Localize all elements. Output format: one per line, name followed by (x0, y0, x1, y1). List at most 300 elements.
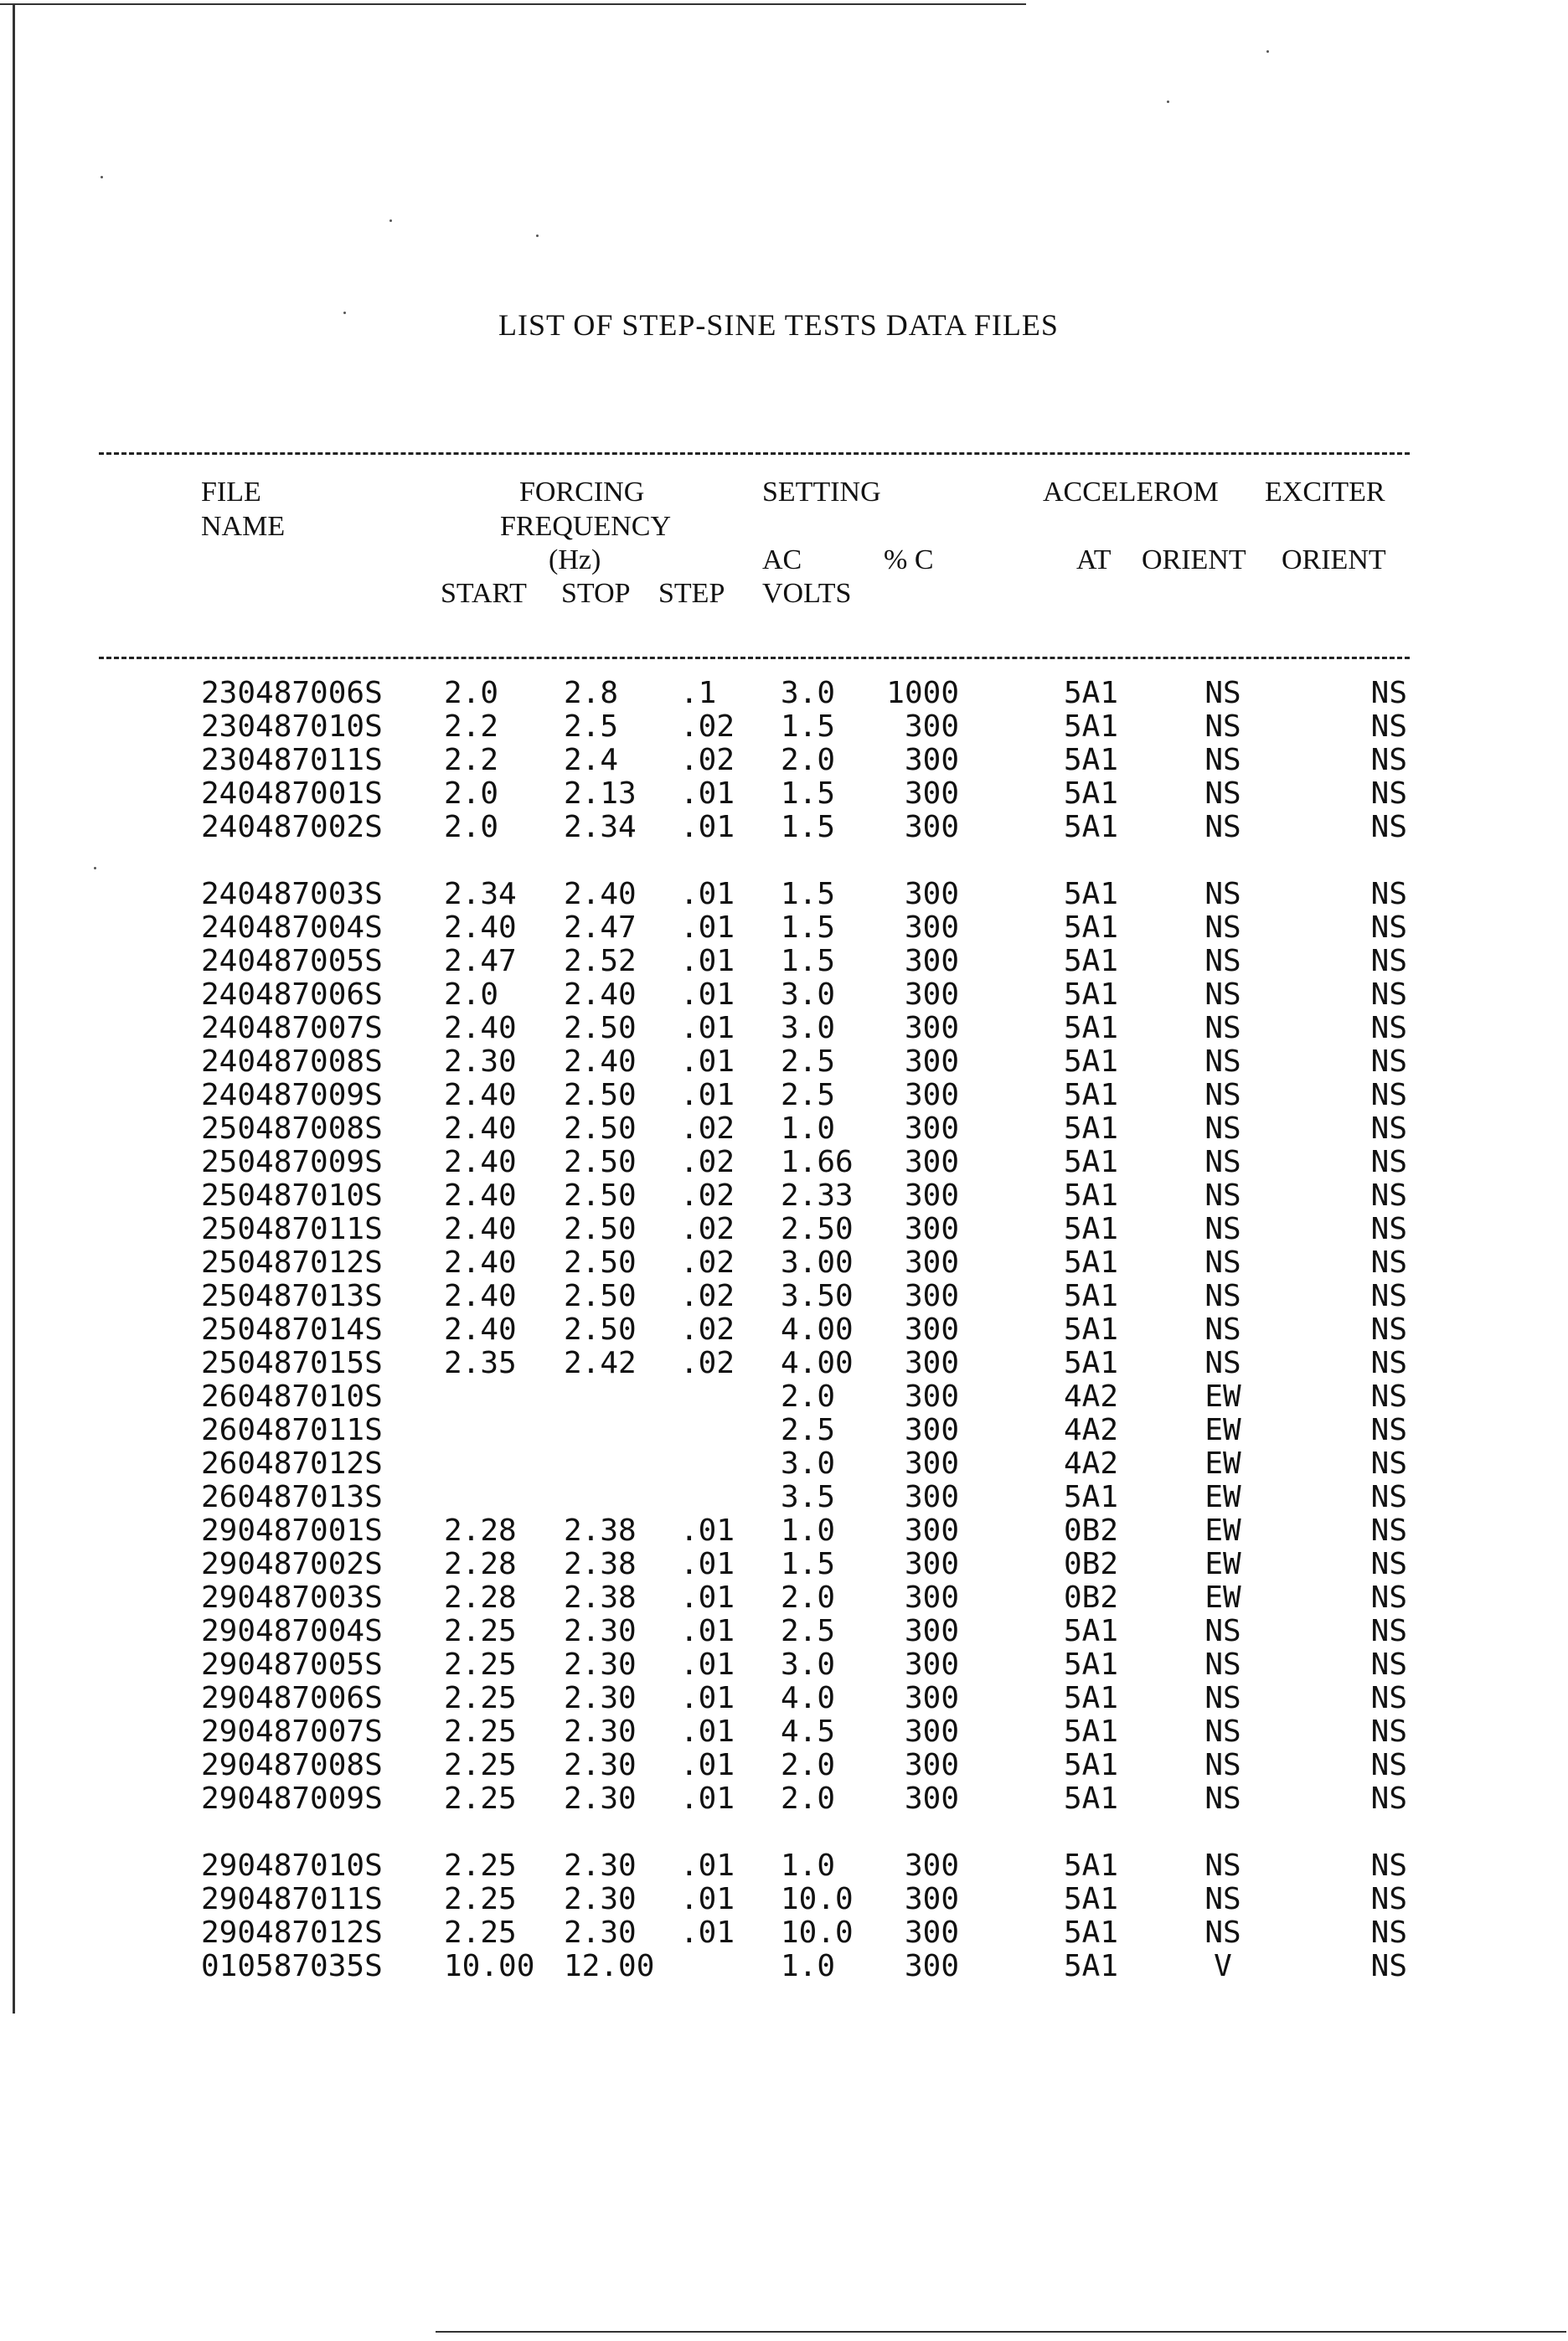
cell-exciter: NS (1370, 776, 1407, 811)
cell-step: .01 (680, 776, 735, 811)
cell-step: .01 (680, 1916, 735, 1950)
cell-at: 5A1 (1064, 776, 1119, 811)
cell-at: 5A1 (1064, 1044, 1119, 1079)
page-edge-top (0, 3, 1026, 5)
table-row (0, 1447, 1568, 1481)
cell-start: 2.35 (444, 1346, 517, 1380)
cell-at: 4A2 (1064, 1413, 1119, 1447)
cell-pct: 300 (904, 1111, 959, 1146)
cell-step: .02 (680, 1346, 735, 1380)
cell-ac: 3.50 (781, 1279, 854, 1313)
cell-file: 290487001S (201, 1513, 383, 1548)
cell-exciter: NS (1370, 1714, 1407, 1749)
cell-file: 290487002S (201, 1547, 383, 1581)
cell-pct: 300 (904, 1681, 959, 1715)
cell-orient: NS (1204, 877, 1241, 911)
scan-speck (343, 312, 346, 314)
table-row (0, 677, 1568, 710)
cell-at: 5A1 (1064, 1748, 1119, 1782)
cell-pct: 300 (904, 1245, 959, 1280)
cell-at: 5A1 (1064, 877, 1119, 911)
cell-step: .01 (680, 1513, 735, 1548)
cell-step: .01 (680, 1614, 735, 1648)
cell-ac: 2.0 (781, 1782, 836, 1816)
cell-stop: 2.8 (564, 676, 619, 710)
table-row (0, 1916, 1568, 1950)
cell-orient: EW (1204, 1446, 1241, 1481)
cell-orient: EW (1204, 1379, 1241, 1414)
table-row (0, 1648, 1568, 1682)
table-row (0, 777, 1568, 811)
cell-orient: V (1214, 1949, 1232, 1983)
cell-start: 2.25 (444, 1882, 517, 1916)
cell-step: .02 (680, 1178, 735, 1213)
cell-stop: 2.30 (564, 1647, 637, 1682)
cell-at: 5A1 (1064, 1111, 1119, 1146)
cell-stop: 2.50 (564, 1312, 637, 1347)
cell-orient: NS (1204, 1882, 1241, 1916)
cell-file: 290487011S (201, 1882, 383, 1916)
cell-pct: 300 (904, 944, 959, 978)
cell-pct: 300 (904, 1379, 959, 1414)
cell-file: 240487007S (201, 1011, 383, 1045)
cell-ac: 2.0 (781, 743, 836, 777)
header-orient: ORIENT (1142, 544, 1246, 575)
scan-speck (1167, 101, 1169, 103)
cell-stop: 12.00 (564, 1949, 655, 1983)
table-row (0, 1313, 1568, 1347)
cell-exciter: NS (1370, 1748, 1407, 1782)
cell-step: .01 (680, 1580, 735, 1615)
cell-exciter: NS (1370, 1245, 1407, 1280)
cell-orient: EW (1204, 1513, 1241, 1548)
cell-step: .1 (680, 676, 717, 710)
cell-at: 5A1 (1064, 1279, 1119, 1313)
cell-stop: 2.34 (564, 810, 637, 844)
cell-orient: NS (1204, 676, 1241, 710)
cell-pct: 300 (904, 743, 959, 777)
cell-orient: NS (1204, 1011, 1241, 1045)
scan-speck (101, 176, 103, 178)
cell-file: 290487009S (201, 1782, 383, 1816)
cell-ac: 3.5 (781, 1480, 836, 1514)
cell-step: .01 (680, 1882, 735, 1916)
cell-step: .01 (680, 1681, 735, 1715)
cell-file: 260487012S (201, 1446, 383, 1481)
cell-step: .02 (680, 709, 735, 744)
cell-file: 240487005S (201, 944, 383, 978)
cell-exciter: NS (1370, 944, 1407, 978)
header-hz: (Hz) (549, 544, 601, 575)
cell-stop: 2.4 (564, 743, 619, 777)
cell-orient: NS (1204, 910, 1241, 945)
header-top-rule (99, 452, 1410, 455)
cell-step: .01 (680, 1849, 735, 1883)
cell-ac: 10.0 (781, 1882, 854, 1916)
cell-at: 5A1 (1064, 910, 1119, 945)
cell-step: .01 (680, 944, 735, 978)
cell-exciter: NS (1370, 1949, 1407, 1983)
cell-stop: 2.52 (564, 944, 637, 978)
table-row (0, 1213, 1568, 1246)
cell-at: 5A1 (1064, 810, 1119, 844)
cell-ac: 2.33 (781, 1178, 854, 1213)
cell-exciter: NS (1370, 1044, 1407, 1079)
cell-pct: 300 (904, 1078, 959, 1112)
cell-orient: NS (1204, 1078, 1241, 1112)
cell-ac: 1.5 (781, 910, 836, 945)
cell-file: 250487012S (201, 1245, 383, 1280)
cell-ac: 4.5 (781, 1714, 836, 1749)
table-row (0, 1950, 1568, 1983)
cell-stop: 2.50 (564, 1111, 637, 1146)
cell-start: 2.25 (444, 1681, 517, 1715)
table-row (0, 1514, 1568, 1548)
cell-pct: 300 (904, 1513, 959, 1548)
cell-pct: 300 (904, 1849, 959, 1883)
page-edge-bottom (436, 2331, 1566, 2333)
cell-at: 5A1 (1064, 1614, 1119, 1648)
cell-start: 2.34 (444, 877, 517, 911)
cell-exciter: NS (1370, 709, 1407, 744)
table-row (0, 710, 1568, 744)
cell-pct: 300 (904, 776, 959, 811)
cell-exciter: NS (1370, 1782, 1407, 1816)
cell-exciter: NS (1370, 977, 1407, 1012)
cell-stop: 2.50 (564, 1212, 637, 1246)
cell-orient: NS (1204, 743, 1241, 777)
cell-stop: 2.30 (564, 1681, 637, 1715)
cell-start: 2.28 (444, 1547, 517, 1581)
cell-start: 2.0 (444, 676, 499, 710)
cell-file: 290487005S (201, 1647, 383, 1682)
cell-ac: 2.0 (781, 1580, 836, 1615)
cell-step: .01 (680, 977, 735, 1012)
cell-stop: 2.42 (564, 1346, 637, 1380)
scan-speck (389, 219, 392, 222)
header-bottom-rule (99, 657, 1410, 659)
cell-ac: 10.0 (781, 1916, 854, 1950)
cell-start: 2.47 (444, 944, 517, 978)
cell-orient: NS (1204, 1714, 1241, 1749)
cell-start: 2.25 (444, 1782, 517, 1816)
cell-stop: 2.38 (564, 1547, 637, 1581)
cell-ac: 1.5 (781, 1547, 836, 1581)
cell-ac: 2.50 (781, 1212, 854, 1246)
cell-at: 4A2 (1064, 1379, 1119, 1414)
cell-exciter: NS (1370, 1379, 1407, 1414)
table-row (0, 1548, 1568, 1581)
table-row (0, 1280, 1568, 1313)
cell-start: 2.2 (444, 709, 499, 744)
cell-ac: 2.5 (781, 1614, 836, 1648)
cell-exciter: NS (1370, 1547, 1407, 1581)
cell-at: 5A1 (1064, 1949, 1119, 1983)
header-forcing: FORCING (519, 477, 645, 508)
cell-exciter: NS (1370, 1446, 1407, 1481)
cell-start: 2.0 (444, 776, 499, 811)
cell-orient: NS (1204, 1279, 1241, 1313)
cell-ac: 4.00 (781, 1346, 854, 1380)
cell-file: 230487006S (201, 676, 383, 710)
table-row (0, 1414, 1568, 1447)
cell-step: .01 (680, 1782, 735, 1816)
cell-start: 2.40 (444, 1011, 517, 1045)
cell-stop: 2.30 (564, 1882, 637, 1916)
cell-file: 290487010S (201, 1849, 383, 1883)
cell-at: 0B2 (1064, 1580, 1119, 1615)
cell-at: 5A1 (1064, 1078, 1119, 1112)
cell-pct: 300 (904, 1145, 959, 1179)
cell-exciter: NS (1370, 1178, 1407, 1213)
cell-stop: 2.38 (564, 1580, 637, 1615)
cell-step: .02 (680, 743, 735, 777)
cell-file: 290487008S (201, 1748, 383, 1782)
header-pct-c: % C (884, 544, 934, 575)
cell-pct: 300 (904, 1279, 959, 1313)
header-ac: AC (762, 544, 802, 575)
cell-orient: EW (1204, 1413, 1241, 1447)
header-exciter: EXCITER (1265, 477, 1385, 508)
cell-start: 10.00 (444, 1949, 535, 1983)
cell-file: 230487011S (201, 743, 383, 777)
cell-stop: 2.50 (564, 1145, 637, 1179)
cell-start: 2.40 (444, 1111, 517, 1146)
cell-ac: 3.0 (781, 1446, 836, 1481)
cell-orient: NS (1204, 1346, 1241, 1380)
cell-stop: 2.40 (564, 877, 637, 911)
cell-exciter: NS (1370, 1413, 1407, 1447)
cell-ac: 1.5 (781, 810, 836, 844)
cell-at: 5A1 (1064, 1145, 1119, 1179)
cell-orient: NS (1204, 1849, 1241, 1883)
cell-exciter: NS (1370, 1916, 1407, 1950)
table-row (0, 1079, 1568, 1112)
cell-at: 5A1 (1064, 1849, 1119, 1883)
cell-file: 240487006S (201, 977, 383, 1012)
cell-pct: 300 (904, 1044, 959, 1079)
cell-at: 0B2 (1064, 1547, 1119, 1581)
cell-stop: 2.13 (564, 776, 637, 811)
cell-ac: 1.5 (781, 776, 836, 811)
cell-step: .01 (680, 1647, 735, 1682)
cell-exciter: NS (1370, 1681, 1407, 1715)
cell-file: 250487013S (201, 1279, 383, 1313)
cell-file: 240487008S (201, 1044, 383, 1079)
cell-exciter: NS (1370, 1647, 1407, 1682)
cell-stop: 2.30 (564, 1782, 637, 1816)
cell-start: 2.0 (444, 977, 499, 1012)
cell-exciter: NS (1370, 1513, 1407, 1548)
header-file: FILE (201, 477, 261, 508)
scan-speck (536, 235, 539, 237)
table-row (0, 1849, 1568, 1883)
cell-at: 5A1 (1064, 1178, 1119, 1213)
cell-file: 250487008S (201, 1111, 383, 1146)
cell-stop: 2.47 (564, 910, 637, 945)
cell-file: 240487001S (201, 776, 383, 811)
cell-ac: 1.66 (781, 1145, 854, 1179)
cell-orient: NS (1204, 1145, 1241, 1179)
cell-stop: 2.50 (564, 1178, 637, 1213)
table-row (0, 1581, 1568, 1615)
cell-orient: NS (1204, 776, 1241, 811)
cell-start: 2.40 (444, 1245, 517, 1280)
table-row (0, 978, 1568, 1012)
cell-at: 0B2 (1064, 1513, 1119, 1548)
cell-pct: 300 (904, 1882, 959, 1916)
cell-orient: EW (1204, 1547, 1241, 1581)
cell-step: .02 (680, 1279, 735, 1313)
table-row (0, 1883, 1568, 1916)
cell-orient: NS (1204, 1044, 1241, 1079)
cell-step: .01 (680, 1547, 735, 1581)
cell-pct: 300 (904, 1413, 959, 1447)
cell-exciter: NS (1370, 1145, 1407, 1179)
cell-step: .01 (680, 877, 735, 911)
cell-at: 5A1 (1064, 1714, 1119, 1749)
cell-at: 4A2 (1064, 1446, 1119, 1481)
cell-exciter: NS (1370, 676, 1407, 710)
cell-start: 2.40 (444, 910, 517, 945)
table-row (0, 1682, 1568, 1715)
cell-stop: 2.5 (564, 709, 619, 744)
cell-step: .02 (680, 1145, 735, 1179)
cell-ac: 4.00 (781, 1312, 854, 1347)
cell-start: 2.28 (444, 1580, 517, 1615)
cell-at: 5A1 (1064, 1346, 1119, 1380)
cell-file: 290487012S (201, 1916, 383, 1950)
cell-file: 240487009S (201, 1078, 383, 1112)
cell-exciter: NS (1370, 877, 1407, 911)
cell-exciter: NS (1370, 1580, 1407, 1615)
cell-pct: 300 (904, 1346, 959, 1380)
cell-ac: 3.00 (781, 1245, 854, 1280)
cell-stop: 2.30 (564, 1714, 637, 1749)
cell-pct: 300 (904, 1580, 959, 1615)
cell-stop: 2.50 (564, 1011, 637, 1045)
table-row (0, 1146, 1568, 1179)
cell-pct: 300 (904, 1547, 959, 1581)
cell-stop: 2.30 (564, 1614, 637, 1648)
cell-ac: 1.5 (781, 877, 836, 911)
cell-at: 5A1 (1064, 977, 1119, 1012)
table-row (0, 945, 1568, 978)
cell-ac: 1.5 (781, 709, 836, 744)
cell-start: 2.40 (444, 1178, 517, 1213)
cell-step: .01 (680, 810, 735, 844)
cell-exciter: NS (1370, 1614, 1407, 1648)
cell-ac: 1.0 (781, 1111, 836, 1146)
header-name: NAME (201, 511, 286, 542)
cell-orient: NS (1204, 1245, 1241, 1280)
cell-step: .01 (680, 1714, 735, 1749)
header-at: AT (1076, 544, 1112, 575)
cell-step: .02 (680, 1312, 735, 1347)
cell-orient: NS (1204, 1212, 1241, 1246)
cell-orient: NS (1204, 977, 1241, 1012)
cell-at: 5A1 (1064, 1681, 1119, 1715)
cell-pct: 300 (904, 1614, 959, 1648)
cell-pct: 300 (904, 910, 959, 945)
cell-step: .02 (680, 1212, 735, 1246)
cell-file: 250487009S (201, 1145, 383, 1179)
cell-ac: 1.0 (781, 1949, 836, 1983)
cell-stop: 2.40 (564, 1044, 637, 1079)
cell-at: 5A1 (1064, 944, 1119, 978)
cell-file: 290487003S (201, 1580, 383, 1615)
cell-exciter: NS (1370, 1111, 1407, 1146)
cell-stop: 2.50 (564, 1279, 637, 1313)
cell-ac: 2.0 (781, 1748, 836, 1782)
cell-pct: 300 (904, 709, 959, 744)
cell-step: .01 (680, 1011, 735, 1045)
cell-start: 2.25 (444, 1748, 517, 1782)
cell-start: 2.25 (444, 1647, 517, 1682)
cell-pct: 300 (904, 810, 959, 844)
cell-pct: 300 (904, 1446, 959, 1481)
cell-at: 5A1 (1064, 1245, 1119, 1280)
cell-pct: 300 (904, 977, 959, 1012)
cell-file: 250487011S (201, 1212, 383, 1246)
cell-exciter: NS (1370, 1480, 1407, 1514)
cell-start: 2.25 (444, 1916, 517, 1950)
scan-speck (1266, 50, 1269, 53)
cell-exciter: NS (1370, 1882, 1407, 1916)
cell-exciter: NS (1370, 1212, 1407, 1246)
table-row (0, 744, 1568, 777)
cell-ac: 1.0 (781, 1513, 836, 1548)
cell-stop: 2.50 (564, 1078, 637, 1112)
cell-ac: 1.5 (781, 944, 836, 978)
cell-pct: 300 (904, 1916, 959, 1950)
cell-orient: NS (1204, 1748, 1241, 1782)
cell-at: 5A1 (1064, 1480, 1119, 1514)
cell-ac: 3.0 (781, 1647, 836, 1682)
cell-stop: 2.38 (564, 1513, 637, 1548)
header-accelerom: ACCELEROM (1043, 477, 1219, 508)
cell-step: .01 (680, 1748, 735, 1782)
cell-start: 2.40 (444, 1312, 517, 1347)
cell-ac: 3.0 (781, 1011, 836, 1045)
cell-at: 5A1 (1064, 1647, 1119, 1682)
cell-at: 5A1 (1064, 1882, 1119, 1916)
cell-orient: NS (1204, 1782, 1241, 1816)
table-row (0, 1615, 1568, 1648)
cell-file: 260487013S (201, 1480, 383, 1514)
cell-stop: 2.30 (564, 1748, 637, 1782)
cell-at: 5A1 (1064, 1212, 1119, 1246)
table-row (0, 911, 1568, 945)
cell-stop: 2.30 (564, 1916, 637, 1950)
table-row (0, 1112, 1568, 1146)
cell-exciter: NS (1370, 810, 1407, 844)
cell-file: 260487011S (201, 1413, 383, 1447)
table-row (0, 1715, 1568, 1749)
cell-orient: NS (1204, 1178, 1241, 1213)
table-row (0, 1246, 1568, 1280)
cell-start: 2.25 (444, 1614, 517, 1648)
cell-step: .01 (680, 1044, 735, 1079)
table-row (0, 1179, 1568, 1213)
cell-file: 290487006S (201, 1681, 383, 1715)
cell-exciter: NS (1370, 1346, 1407, 1380)
cell-at: 5A1 (1064, 709, 1119, 744)
table-row (0, 1380, 1568, 1414)
header-stop: STOP (561, 578, 631, 609)
cell-ac: 1.0 (781, 1849, 836, 1883)
cell-ac: 2.5 (781, 1044, 836, 1079)
